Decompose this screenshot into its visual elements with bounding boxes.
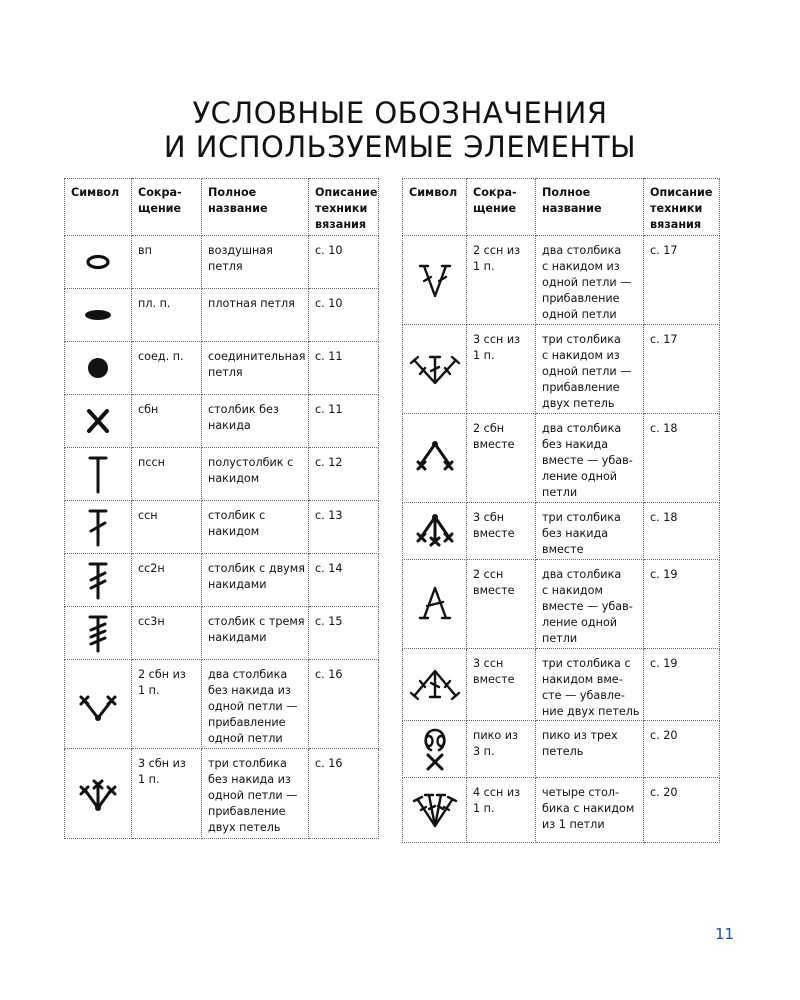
abbreviation-cell: пл. п. <box>132 289 202 342</box>
page-ref-cell: с. 15 <box>309 607 379 660</box>
page-ref-cell: с. 20 <box>644 778 720 843</box>
full-name-cell: три столбика с накидом из одной петли — прибавление двух петель <box>536 325 644 414</box>
abbreviation-cell: сс2н <box>132 554 202 607</box>
full-name-cell: столбик без накида <box>202 395 309 448</box>
legend-row <box>65 289 379 342</box>
symbol-cell <box>65 448 132 501</box>
page-ref-cell: с. 10 <box>309 236 379 289</box>
four-dc-shell-icon <box>403 788 466 832</box>
page-number: 11 <box>715 925 735 943</box>
abbreviation-cell: пико из 3 п. <box>467 721 536 778</box>
legend-row <box>403 503 720 560</box>
legend-row <box>403 325 720 414</box>
sc-cross-icon <box>65 406 131 436</box>
full-name-cell: плотная петля <box>202 289 309 342</box>
three-sc-decrease-icon <box>403 511 466 551</box>
chain-stitch-oval-icon <box>65 247 131 277</box>
symbol-cell <box>65 289 132 342</box>
legend-row <box>403 778 720 843</box>
page-ref-cell: с. 18 <box>644 414 720 503</box>
legend-row <box>403 721 720 778</box>
symbol-cell <box>403 414 467 503</box>
full-name-cell: три столбика без накида из одной петли — прибавление двух петель <box>202 749 309 839</box>
two-dc-decrease-icon <box>403 582 466 626</box>
header-full-name: Полное название <box>202 179 309 236</box>
legend-row <box>403 649 720 721</box>
full-name-cell: соединительная петля <box>202 342 309 395</box>
legend-row <box>65 607 379 660</box>
symbol-cell <box>403 503 467 560</box>
page-ref-cell: с. 17 <box>644 236 720 325</box>
abbreviation-cell: 3 ссн вместе <box>467 649 536 721</box>
symbol-cell <box>65 660 132 749</box>
abbreviation-cell: 2 сбн из 1 п. <box>132 660 202 749</box>
page-ref-cell: с. 20 <box>644 721 720 778</box>
abbreviation-cell: 2 сбн вместе <box>467 414 536 503</box>
full-name-cell: два столбика без накида из одной петли — прибавление одной петли <box>202 660 309 749</box>
legend-row <box>65 749 379 839</box>
symbol-cell <box>403 778 467 843</box>
header-full-name: Полное название <box>536 179 644 236</box>
header-abbr: Сокра- щение <box>467 179 536 236</box>
full-name-cell: два столбика без накида вместе — убав- ление одной петли <box>536 414 644 503</box>
page-ref-cell: с. 19 <box>644 560 720 649</box>
page-ref-cell: с. 16 <box>309 660 379 749</box>
abbreviation-cell: 4 ссн из 1 п. <box>467 778 536 843</box>
symbol-cell <box>403 325 467 414</box>
symbol-cell <box>65 554 132 607</box>
symbol-cell <box>65 395 132 448</box>
page-ref-cell: с. 19 <box>644 649 720 721</box>
abbreviation-cell: 3 сбн вместе <box>467 503 536 560</box>
three-dc-increase-icon <box>403 349 466 389</box>
abbreviation-cell: 2 ссн вместе <box>467 560 536 649</box>
full-name-cell: пико из трех петель <box>536 721 644 778</box>
abbreviation-cell: сбн <box>132 395 202 448</box>
full-name-cell: два столбика с накидом вместе — убав- ление одной петли <box>536 560 644 649</box>
header-description: Описание техники вязания <box>309 179 379 236</box>
legend-row <box>65 342 379 395</box>
page-ref-cell: с. 11 <box>309 395 379 448</box>
dtr-three-slash-icon <box>65 611 131 655</box>
symbol-cell <box>403 560 467 649</box>
page-ref-cell: с. 14 <box>309 554 379 607</box>
full-name-cell: воздушная петля <box>202 236 309 289</box>
full-name-cell: три столбика с накидом вме- сте — убавле- ние двух петель <box>536 649 644 721</box>
legend-row <box>65 501 379 554</box>
page-ref-cell: с. 12 <box>309 448 379 501</box>
symbol-cell <box>65 749 132 839</box>
three-dc-decrease-icon <box>403 665 466 705</box>
legend-row <box>403 560 720 649</box>
abbreviation-cell: 2 ссн из 1 п. <box>467 236 536 325</box>
symbol-cell <box>403 236 467 325</box>
abbreviation-cell: 3 ссн из 1 п. <box>467 325 536 414</box>
page-ref-cell: с. 10 <box>309 289 379 342</box>
page-ref-cell: с. 17 <box>644 325 720 414</box>
legend-row <box>65 554 379 607</box>
abbreviation-cell: пссн <box>132 448 202 501</box>
page-ref-cell: с. 16 <box>309 749 379 839</box>
symbol-cell <box>65 236 132 289</box>
full-name-cell: полустолбик с накидом <box>202 448 309 501</box>
picot-icon <box>403 724 466 774</box>
abbreviation-cell: соед. п. <box>132 342 202 395</box>
legend-table-left <box>64 178 379 839</box>
dc-one-slash-icon <box>65 505 131 549</box>
two-sc-increase-icon <box>65 684 131 724</box>
symbol-cell <box>65 501 132 554</box>
legend-row <box>403 414 720 503</box>
slip-stitch-dot-icon <box>65 353 131 383</box>
legend-row <box>65 660 379 749</box>
legend-row <box>65 236 379 289</box>
abbreviation-cell: 3 сбн из 1 п. <box>132 749 202 839</box>
page-ref-cell: с. 18 <box>644 503 720 560</box>
legend-table-right <box>402 178 720 843</box>
symbol-cell <box>403 721 467 778</box>
page-title-line-2: И ИСПОЛЬЗУЕМЫЕ ЭЛЕМЕНТЫ <box>163 130 637 164</box>
page-title-line-1: УСЛОВНЫЕ ОБОЗНАЧЕНИЯ <box>192 96 608 130</box>
three-sc-increase-icon <box>65 774 131 814</box>
full-name-cell: два столбика с накидом из одной петли — прибавление одной петли <box>536 236 644 325</box>
legend-row <box>403 236 720 325</box>
full-name-cell: четыре стол- бика с накидом из 1 петли <box>536 778 644 843</box>
header-abbr: Сокра- щение <box>132 179 202 236</box>
abbreviation-cell: вп <box>132 236 202 289</box>
header-description: Описание техники вязания <box>644 179 720 236</box>
abbreviation-cell: сс3н <box>132 607 202 660</box>
legend-row <box>65 395 379 448</box>
header-symbol: Символ <box>403 179 467 236</box>
tr-two-slash-icon <box>65 558 131 602</box>
full-name-cell: столбик с двумя накидами <box>202 554 309 607</box>
full-name-cell: столбик с накидом <box>202 501 309 554</box>
page-ref-cell: с. 11 <box>309 342 379 395</box>
full-name-cell: три столбика без накида вместе <box>536 503 644 560</box>
symbol-cell <box>65 607 132 660</box>
legend-row <box>65 448 379 501</box>
two-dc-increase-icon <box>403 258 466 302</box>
single-crochet-bar-icon <box>65 300 131 330</box>
header-symbol: Символ <box>65 179 132 236</box>
symbol-cell <box>65 342 132 395</box>
hdc-t-icon <box>65 452 131 496</box>
symbol-cell <box>403 649 467 721</box>
page-ref-cell: с. 13 <box>309 501 379 554</box>
full-name-cell: столбик с тремя накидами <box>202 607 309 660</box>
abbreviation-cell: ссн <box>132 501 202 554</box>
two-sc-decrease-icon <box>403 438 466 478</box>
